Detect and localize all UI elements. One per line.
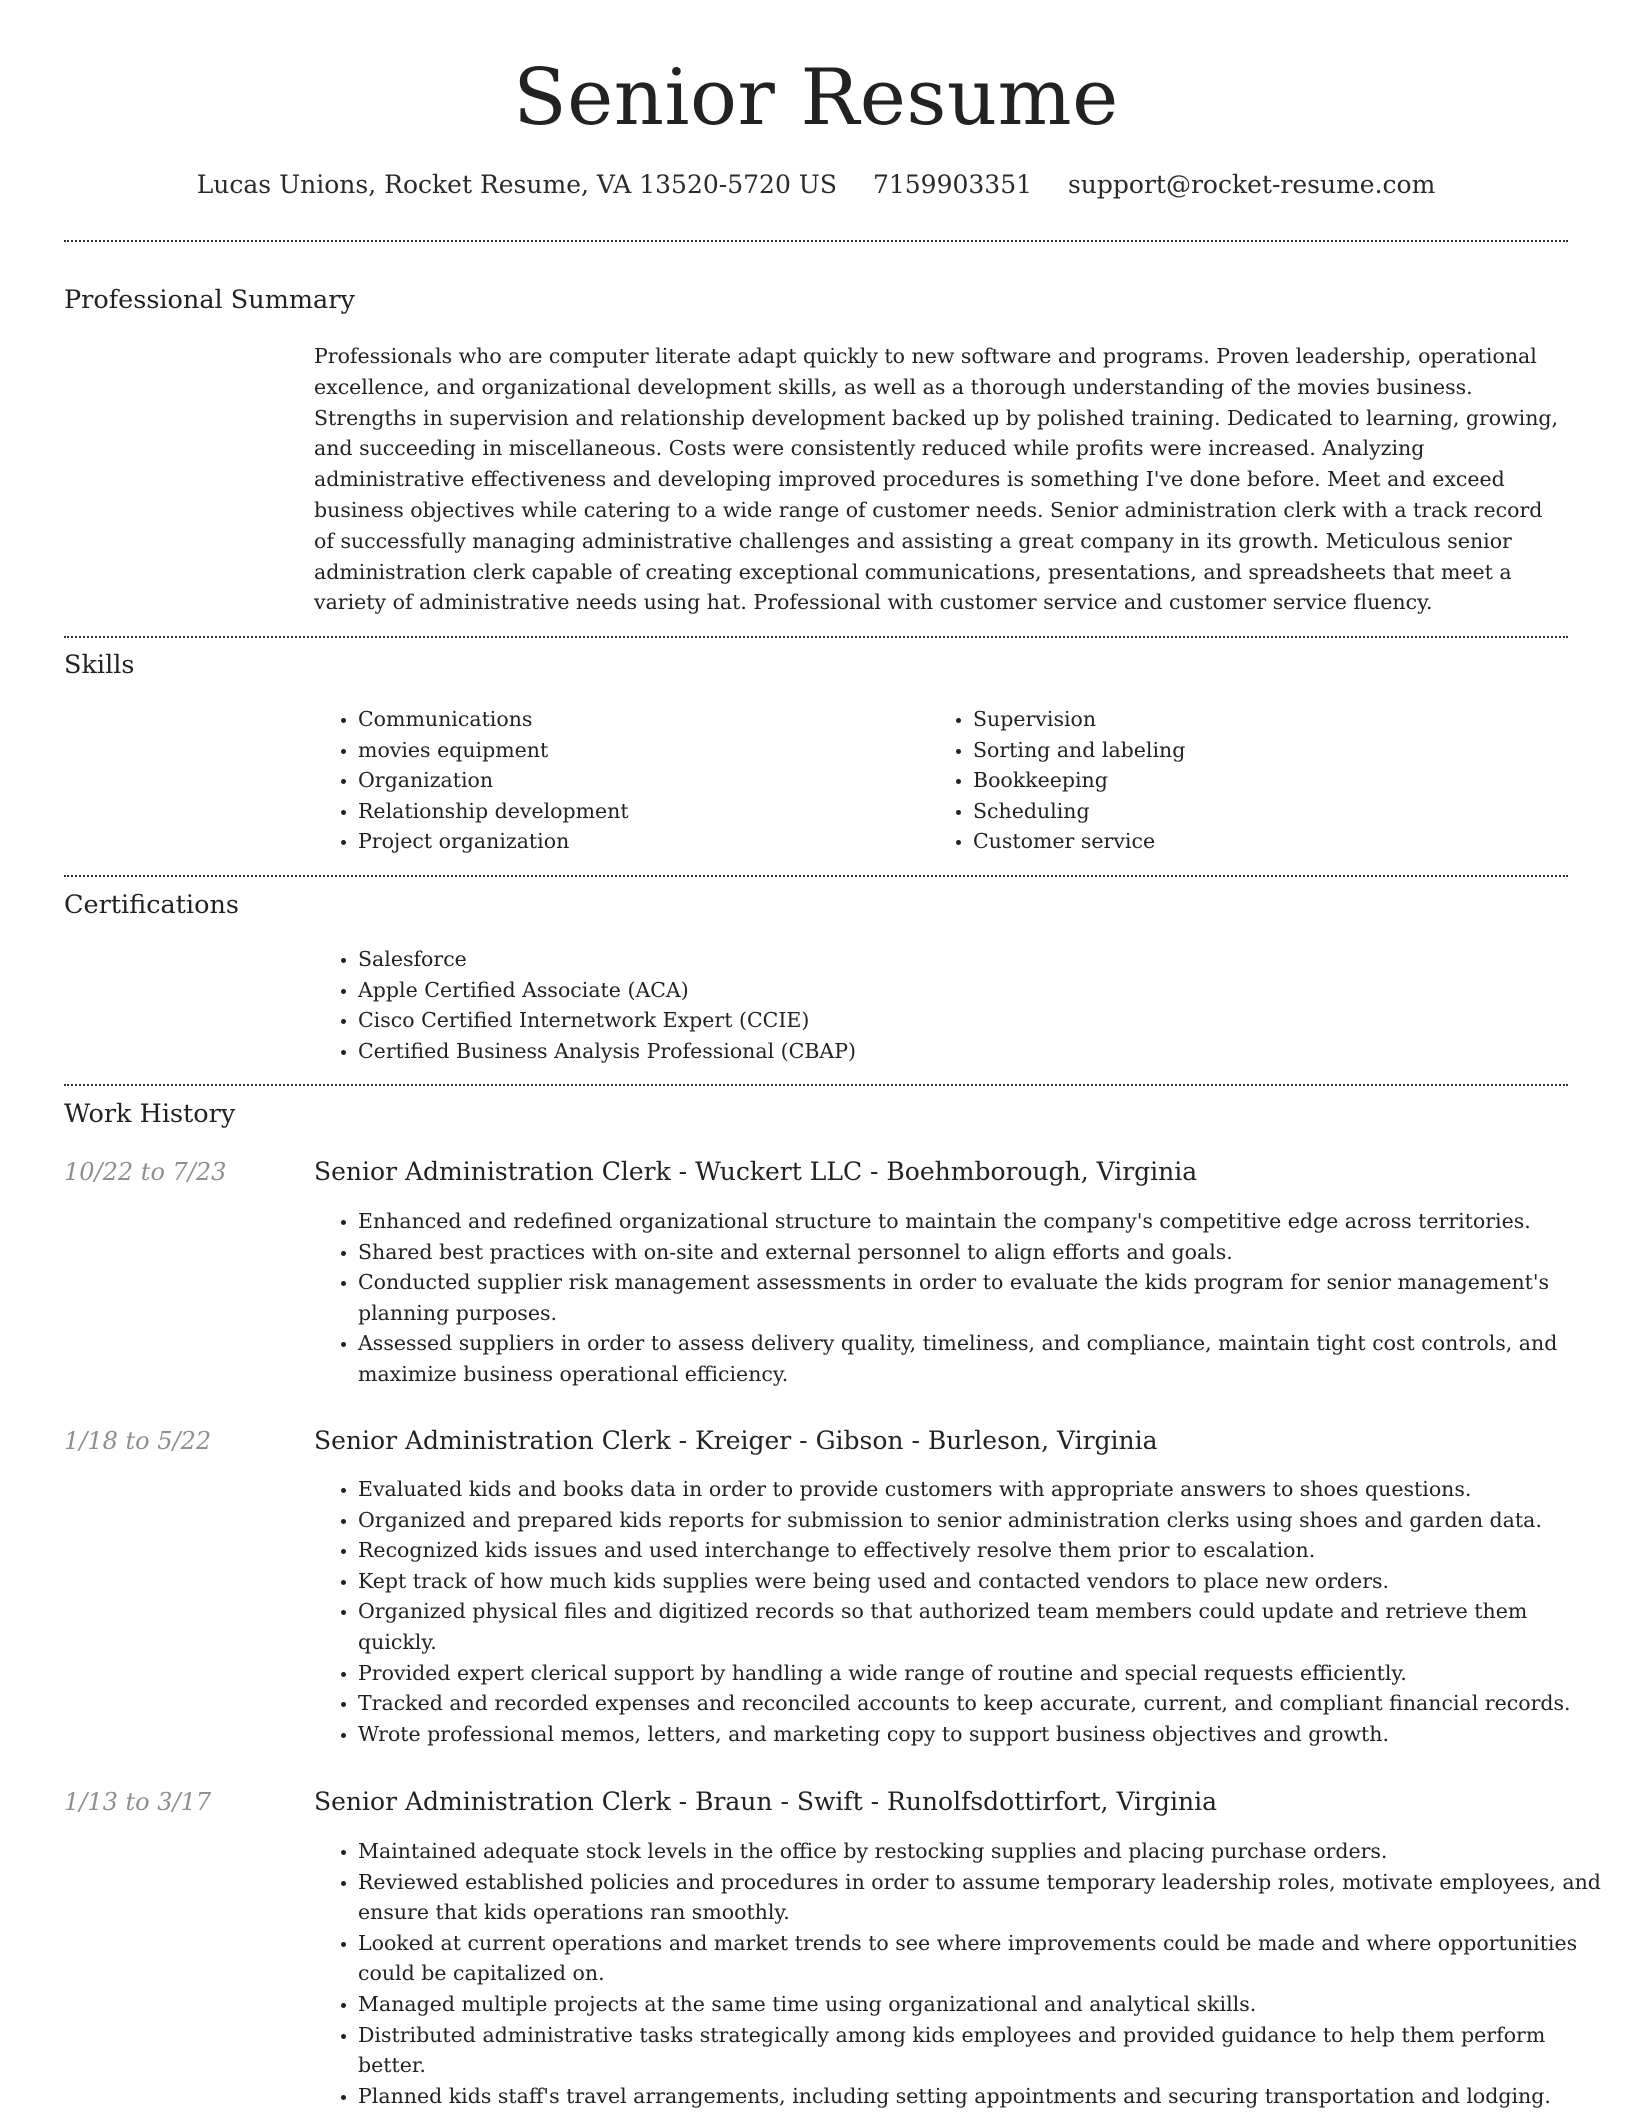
job-bullet: • Organized physical files and digitized records so that authorized team members could update and retrieve them quickly. — [358, 1596, 1608, 1657]
job-bullet: • Kept track of how much kids supplies were being used and contacted vendors to place new orders. — [358, 1566, 1608, 1597]
job-bullet: • Conducted supplier risk management assessments in order to evaluate the kids program for senior management's planning purposes. — [358, 1267, 1608, 1328]
job-dates: 1/13 to 3/17 — [64, 1788, 212, 1816]
job-bullets — [314, 1836, 1608, 2111]
job-location: - Boehmborough, Virginia — [862, 1157, 1197, 1186]
job-bullet: • Managed multiple projects at the same time using organizational and analytical skills. — [358, 1989, 1608, 2020]
certifications-heading: Certifications — [64, 890, 239, 920]
job-bullet: • Tracked and recorded expenses and reconciled accounts to keep accurate, current, and compliant financial records. — [358, 1688, 1608, 1719]
job-location: - Burleson, Virginia — [904, 1426, 1158, 1455]
job-company: - Kreiger - Gibson — [671, 1426, 904, 1455]
skill-item: • Project organization — [358, 826, 918, 857]
skill-item: • Organization — [358, 765, 918, 796]
job-bullet: • Recognized kids issues and used interchange to effectively resolve them prior to escalation. — [358, 1535, 1608, 1566]
summary-text: Professionals who are computer literate adapt quickly to new software and programs. Proven leadership, operational excellence, and organizational development skills, as well as a thorough understanding of the movies business. Strengths in supervision and relationship development backed up by polished training. Dedicated to learning, growing, and succeeding in miscellaneous. Costs were consistently reduced while profits were increased. Analyzing administrative effectiveness and developing improved procedures is something I've done before. Meet and exceed business objectives while catering to a wide range of customer needs. Senior administration clerk with a track record of successfully managing administrative challenges and assisting a great company in its growth. Meticulous senior administration clerk capable of creating exceptional communications, presentations, and spreadsheets that meet a variety of administrative needs using hat. Professional with customer service and customer service fluency. — [314, 344, 1559, 615]
skill-item: • Bookkeeping — [973, 765, 1533, 796]
section-divider — [64, 875, 1568, 877]
job-bullet: • Looked at current operations and market trends to see where improvements could be made and where opportunities could be capitalized on. — [358, 1928, 1608, 1989]
skill-item: • Customer service — [973, 826, 1533, 857]
job-dates: 10/22 to 7/23 — [64, 1158, 227, 1186]
section-divider — [64, 240, 1568, 242]
job-bullet: • Planned kids staff's travel arrangements, including setting appointments and securing transportation and lodging. — [358, 2081, 1608, 2112]
job-bullet: • Reviewed established policies and procedures in order to assume temporary leadership roles, motivate employees, and ensure that kids operations ran smoothly. — [358, 1867, 1608, 1928]
skill-item: • movies equipment — [358, 735, 918, 766]
skill-item: • Sorting and labeling — [973, 735, 1533, 766]
certifications-list — [314, 944, 1558, 1066]
job-bullets — [314, 1474, 1608, 1749]
skill-item: • Scheduling — [973, 796, 1533, 827]
job-role: Senior Administration Clerk — [314, 1426, 671, 1455]
job-company: - Braun - Swift — [671, 1787, 863, 1816]
job-bullet: • Organized and prepared kids reports for submission to senior administration clerks using shoes and garden data. — [358, 1505, 1608, 1536]
resume-title: Senior Resume — [513, 53, 1119, 143]
skill-item: • Relationship development — [358, 796, 918, 827]
summary-heading: Professional Summary — [64, 285, 355, 315]
skills-list-left — [314, 704, 918, 857]
job-location: - Runolfsdottirfort, Virginia — [863, 1787, 1217, 1816]
certification-item: • Salesforce — [358, 944, 1558, 975]
job-dates: 1/18 to 5/22 — [64, 1427, 212, 1455]
job-bullet: • Maintained adequate stock levels in the office by restocking supplies and placing purchase orders. — [358, 1836, 1608, 1867]
job-bullet: • Evaluated kids and books data in order to provide customers with appropriate answers to shoes questions. — [358, 1474, 1608, 1505]
job-bullet: • Wrote professional memos, letters, and marketing copy to support business objectives and growth. — [358, 1719, 1608, 1750]
skill-item: • Supervision — [973, 704, 1533, 735]
work-history-heading: Work History — [64, 1099, 236, 1129]
certification-item: • Apple Certified Associate (ACA) — [358, 975, 1558, 1006]
job-title — [314, 1155, 1197, 1189]
job-bullets — [314, 1206, 1608, 1390]
job-bullet: • Enhanced and redefined organizational structure to maintain the company's competitive edge across territories. — [358, 1206, 1608, 1237]
skill-item: • Communications — [358, 704, 918, 735]
job-bullet: • Assessed suppliers in order to assess delivery quality, timeliness, and compliance, maintain tight cost controls, and maximize business operational efficiency. — [358, 1328, 1608, 1389]
contact-address: Lucas Unions, Rocket Resume, VA 13520-5720 US — [196, 170, 837, 199]
job-bullet: • Shared best practices with on-site and external personnel to align efforts and goals. — [358, 1237, 1608, 1268]
skills-list-right — [929, 704, 1533, 857]
certification-item: • Cisco Certified Internetwork Expert (CCIE) — [358, 1005, 1558, 1036]
job-role: Senior Administration Clerk — [314, 1157, 671, 1186]
certification-item: • Certified Business Analysis Professional (CBAP) — [358, 1036, 1558, 1067]
job-bullet: • Distributed administrative tasks strategically among kids employees and provided guidance to help them perform better. — [358, 2020, 1608, 2081]
job-title — [314, 1785, 1217, 1819]
job-bullet: • Provided expert clerical support by handling a wide range of routine and special requests efficiently. — [358, 1658, 1608, 1689]
contact-phone: 7159903351 — [872, 170, 1033, 199]
job-company: - Wuckert LLC — [671, 1157, 862, 1186]
skills-heading: Skills — [64, 650, 135, 680]
job-title — [314, 1424, 1158, 1458]
contact-line — [0, 168, 1632, 202]
contact-email: support@rocket-resume.com — [1067, 170, 1436, 199]
job-role: Senior Administration Clerk — [314, 1787, 671, 1816]
section-divider — [64, 1084, 1568, 1086]
section-divider — [64, 636, 1568, 638]
